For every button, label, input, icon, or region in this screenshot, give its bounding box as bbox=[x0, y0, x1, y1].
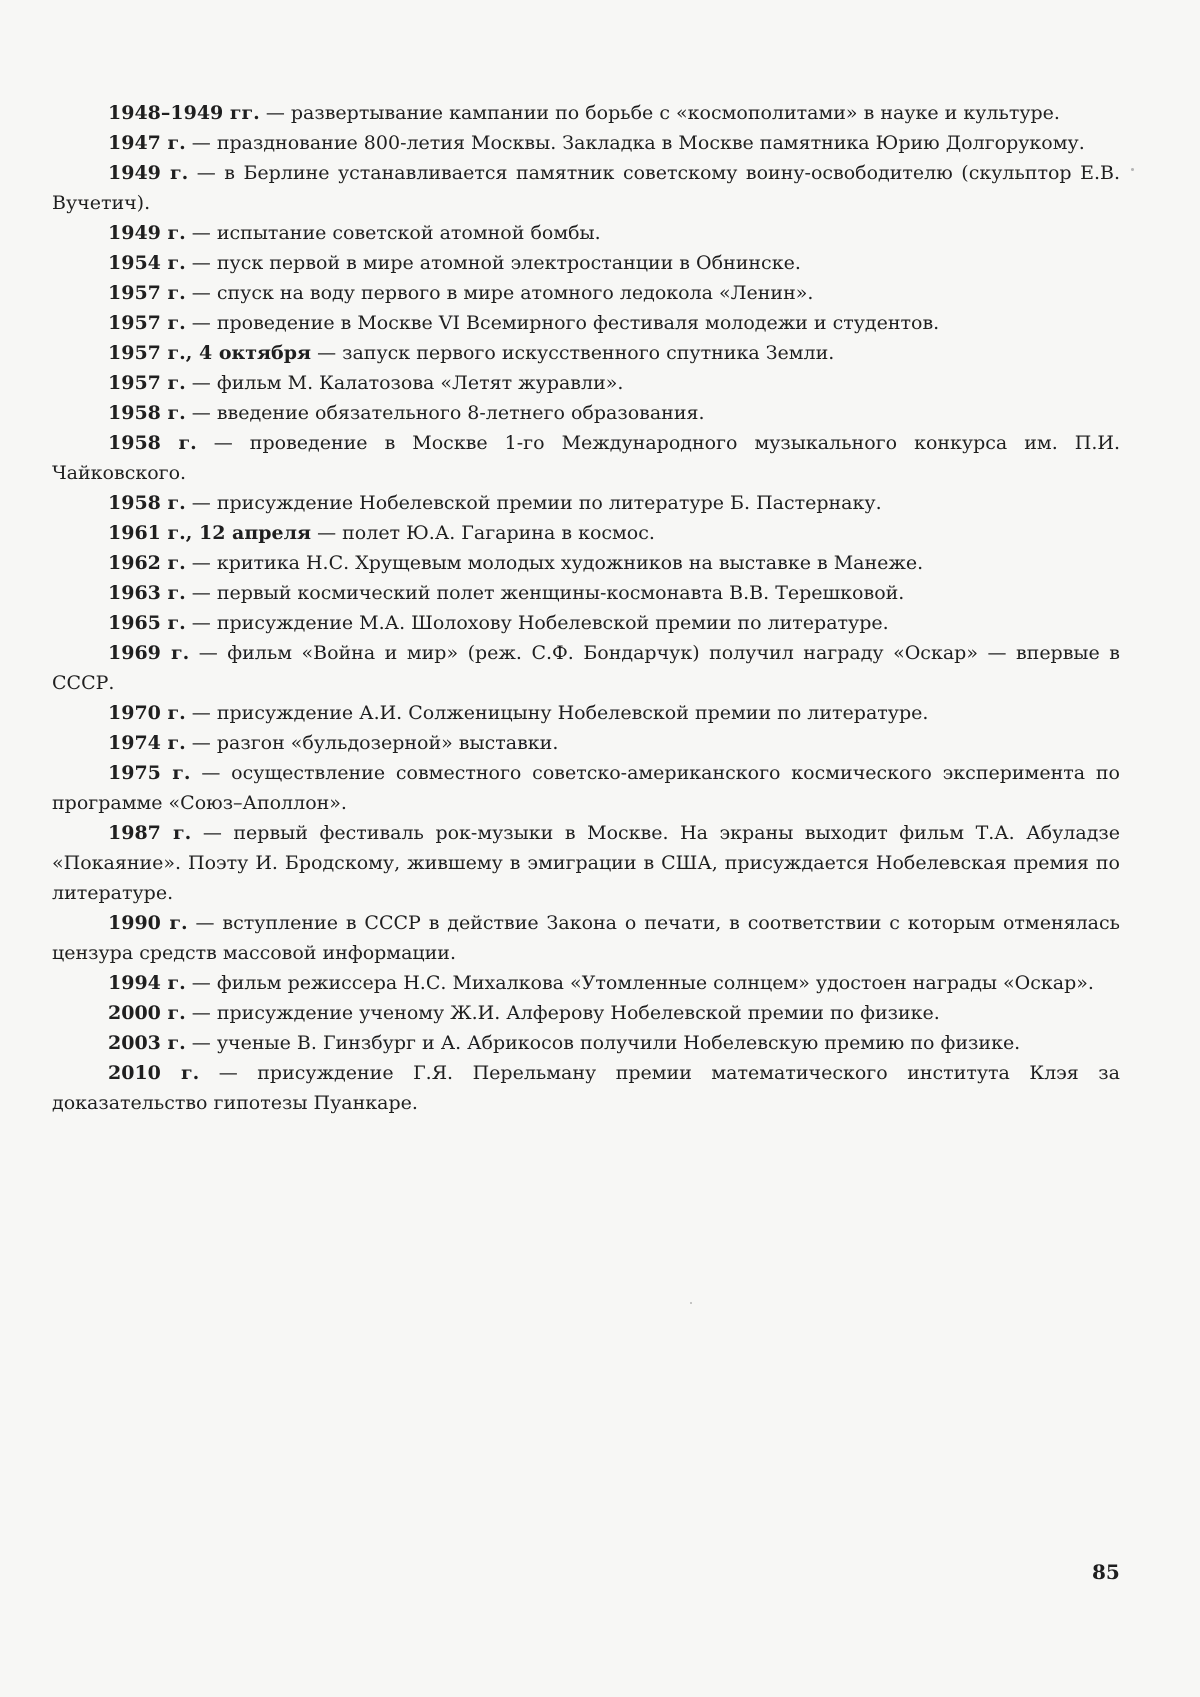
scan-speck bbox=[690, 1302, 692, 1304]
page-number: 85 bbox=[1092, 1560, 1120, 1584]
entry-date: 1970 г. bbox=[108, 702, 186, 724]
chronology-entry bbox=[52, 128, 1120, 158]
chronology-entry bbox=[52, 908, 1120, 968]
chronology-entry bbox=[52, 578, 1120, 608]
entry-text: — проведение в Москве 1-го Международного музыкального конкурса им. П.И. Чайковского. bbox=[52, 432, 1120, 484]
chronology-entry bbox=[52, 218, 1120, 248]
chronology-entry bbox=[52, 758, 1120, 818]
entry-text: — запуск первого искусственного спутника Земли. bbox=[311, 342, 835, 364]
chronology-entry bbox=[52, 368, 1120, 398]
entry-text: — ученые В. Гинзбург и А. Абрикосов получили Нобелевскую премию по физике. bbox=[185, 1032, 1021, 1054]
entry-date: 1987 г. bbox=[108, 822, 192, 844]
chronology-entry bbox=[52, 488, 1120, 518]
chronology-entry bbox=[52, 608, 1120, 638]
chronology-entry bbox=[52, 818, 1120, 908]
chronology-entry bbox=[52, 998, 1120, 1028]
entry-text: — разгон «бульдозерной» выставки. bbox=[185, 732, 559, 754]
chronology-entry bbox=[52, 698, 1120, 728]
entry-text: — присуждение М.А. Шолохову Нобелевской премии по литературе. bbox=[185, 612, 889, 634]
chronology-entry bbox=[52, 428, 1120, 488]
chronology-entry bbox=[52, 278, 1120, 308]
entry-text: — проведение в Москве VI Всемирного фестиваля молодежи и студентов. bbox=[185, 312, 940, 334]
chronology-entry bbox=[52, 728, 1120, 758]
entry-date: 1975 г. bbox=[108, 762, 191, 784]
chronology-entry bbox=[52, 398, 1120, 428]
entry-text: — в Берлине устанавливается памятник советскому воину-освободителю (скульптор Е.В. Вучетич). bbox=[52, 162, 1120, 214]
entry-text: — испытание советской атомной бомбы. bbox=[185, 222, 601, 244]
entry-date: 1958 г. bbox=[108, 492, 186, 514]
chronology-entry bbox=[52, 248, 1120, 278]
entry-text: — присуждение А.И. Солженицыну Нобелевской премии по литературе. bbox=[185, 702, 929, 724]
entry-date: 1957 г. bbox=[108, 372, 186, 394]
entry-date: 1949 г. bbox=[108, 222, 186, 244]
entry-date: 1947 г. bbox=[108, 132, 186, 154]
entry-text: — введение обязательного 8-летнего образования. bbox=[185, 402, 705, 424]
entry-date: 1974 г. bbox=[108, 732, 186, 754]
entry-date: 2000 г. bbox=[108, 1002, 186, 1024]
chronology-entry bbox=[52, 98, 1120, 128]
entry-text: — присуждение Г.Я. Перельману премии математического института Клэя за доказательство гипотезы Пуанкаре. bbox=[52, 1062, 1120, 1114]
entry-date: 1961 г., 12 апреля bbox=[108, 522, 312, 544]
entry-text: — вступление в СССР в действие Закона о печати, в соответствии с которым отменялась цензура средств массовой информации. bbox=[52, 912, 1120, 964]
entry-date: 1957 г. bbox=[108, 312, 186, 334]
chronology-entry bbox=[52, 1028, 1120, 1058]
entry-text: — критика Н.С. Хрущевым молодых художников на выставке в Манеже. bbox=[185, 552, 924, 574]
entry-date: 1954 г. bbox=[108, 252, 186, 274]
entry-date: 1962 г. bbox=[108, 552, 186, 574]
entry-text: — полет Ю.А. Гагарина в космос. bbox=[311, 522, 655, 544]
entry-text: — празднование 800-летия Москвы. Закладка в Москве памятника Юрию Долгорукому. bbox=[185, 132, 1085, 154]
entry-date: 2003 г. bbox=[108, 1032, 186, 1054]
entry-text: — присуждение ученому Ж.И. Алферову Нобелевской премии по физике. bbox=[185, 1002, 940, 1024]
chronology-entry bbox=[52, 548, 1120, 578]
entry-date: 1948–1949 гг. bbox=[108, 102, 260, 124]
entry-date: 1957 г. bbox=[108, 282, 186, 304]
chronology-entry bbox=[52, 638, 1120, 698]
entry-date: 1949 г. bbox=[108, 162, 189, 184]
entry-date: 1957 г., 4 октября bbox=[108, 342, 312, 364]
entry-text: — пуск первой в мире атомной электростанции в Обнинске. bbox=[185, 252, 801, 274]
entry-date: 1958 г. bbox=[108, 432, 197, 454]
scan-speck bbox=[1131, 168, 1134, 171]
chronology-entry bbox=[52, 158, 1120, 218]
entry-text: — присуждение Нобелевской премии по литературе Б. Пастернаку. bbox=[185, 492, 882, 514]
chronology-entry bbox=[52, 1058, 1120, 1118]
chronology-entry bbox=[52, 518, 1120, 548]
entry-text: — спуск на воду первого в мире атомного ледокола «Ленин». bbox=[185, 282, 814, 304]
entry-text: — фильм режиссера Н.С. Михалкова «Утомленные солнцем» удостоен награды «Оскар». bbox=[185, 972, 1094, 994]
entry-date: 1969 г. bbox=[108, 642, 190, 664]
chronology-entry bbox=[52, 968, 1120, 998]
entry-date: 2010 г. bbox=[108, 1062, 200, 1084]
chronology-entry bbox=[52, 338, 1120, 368]
entry-date: 1994 г. bbox=[108, 972, 186, 994]
entry-text: — первый космический полет женщины-космонавта В.В. Терешковой. bbox=[185, 582, 905, 604]
entry-text: — развертывание кампании по борьбе с «космополитами» в науке и культуре. bbox=[259, 102, 1060, 124]
entry-text: — осуществление совместного советско-американского космического эксперимента по программе «Союз–Аполлон». bbox=[52, 762, 1120, 814]
entry-date: 1963 г. bbox=[108, 582, 186, 604]
chronology-list bbox=[52, 98, 1120, 1118]
entry-text: — фильм М. Калатозова «Летят журавли». bbox=[185, 372, 624, 394]
entry-date: 1965 г. bbox=[108, 612, 186, 634]
entry-date: 1958 г. bbox=[108, 402, 186, 424]
entry-date: 1990 г. bbox=[108, 912, 188, 934]
entry-text: — первый фестиваль рок-музыки в Москве. На экраны выходит фильм Т.А. Абуладзе «Покаяние». Поэту И. Бродскому, жившему в эмиграции в США, присуждается Нобелевская премия по литературе. bbox=[52, 822, 1120, 904]
chronology-entry bbox=[52, 308, 1120, 338]
entry-text: — фильм «Война и мир» (реж. С.Ф. Бондарчук) получил награду «Оскар» — впервые в СССР. bbox=[52, 642, 1120, 694]
